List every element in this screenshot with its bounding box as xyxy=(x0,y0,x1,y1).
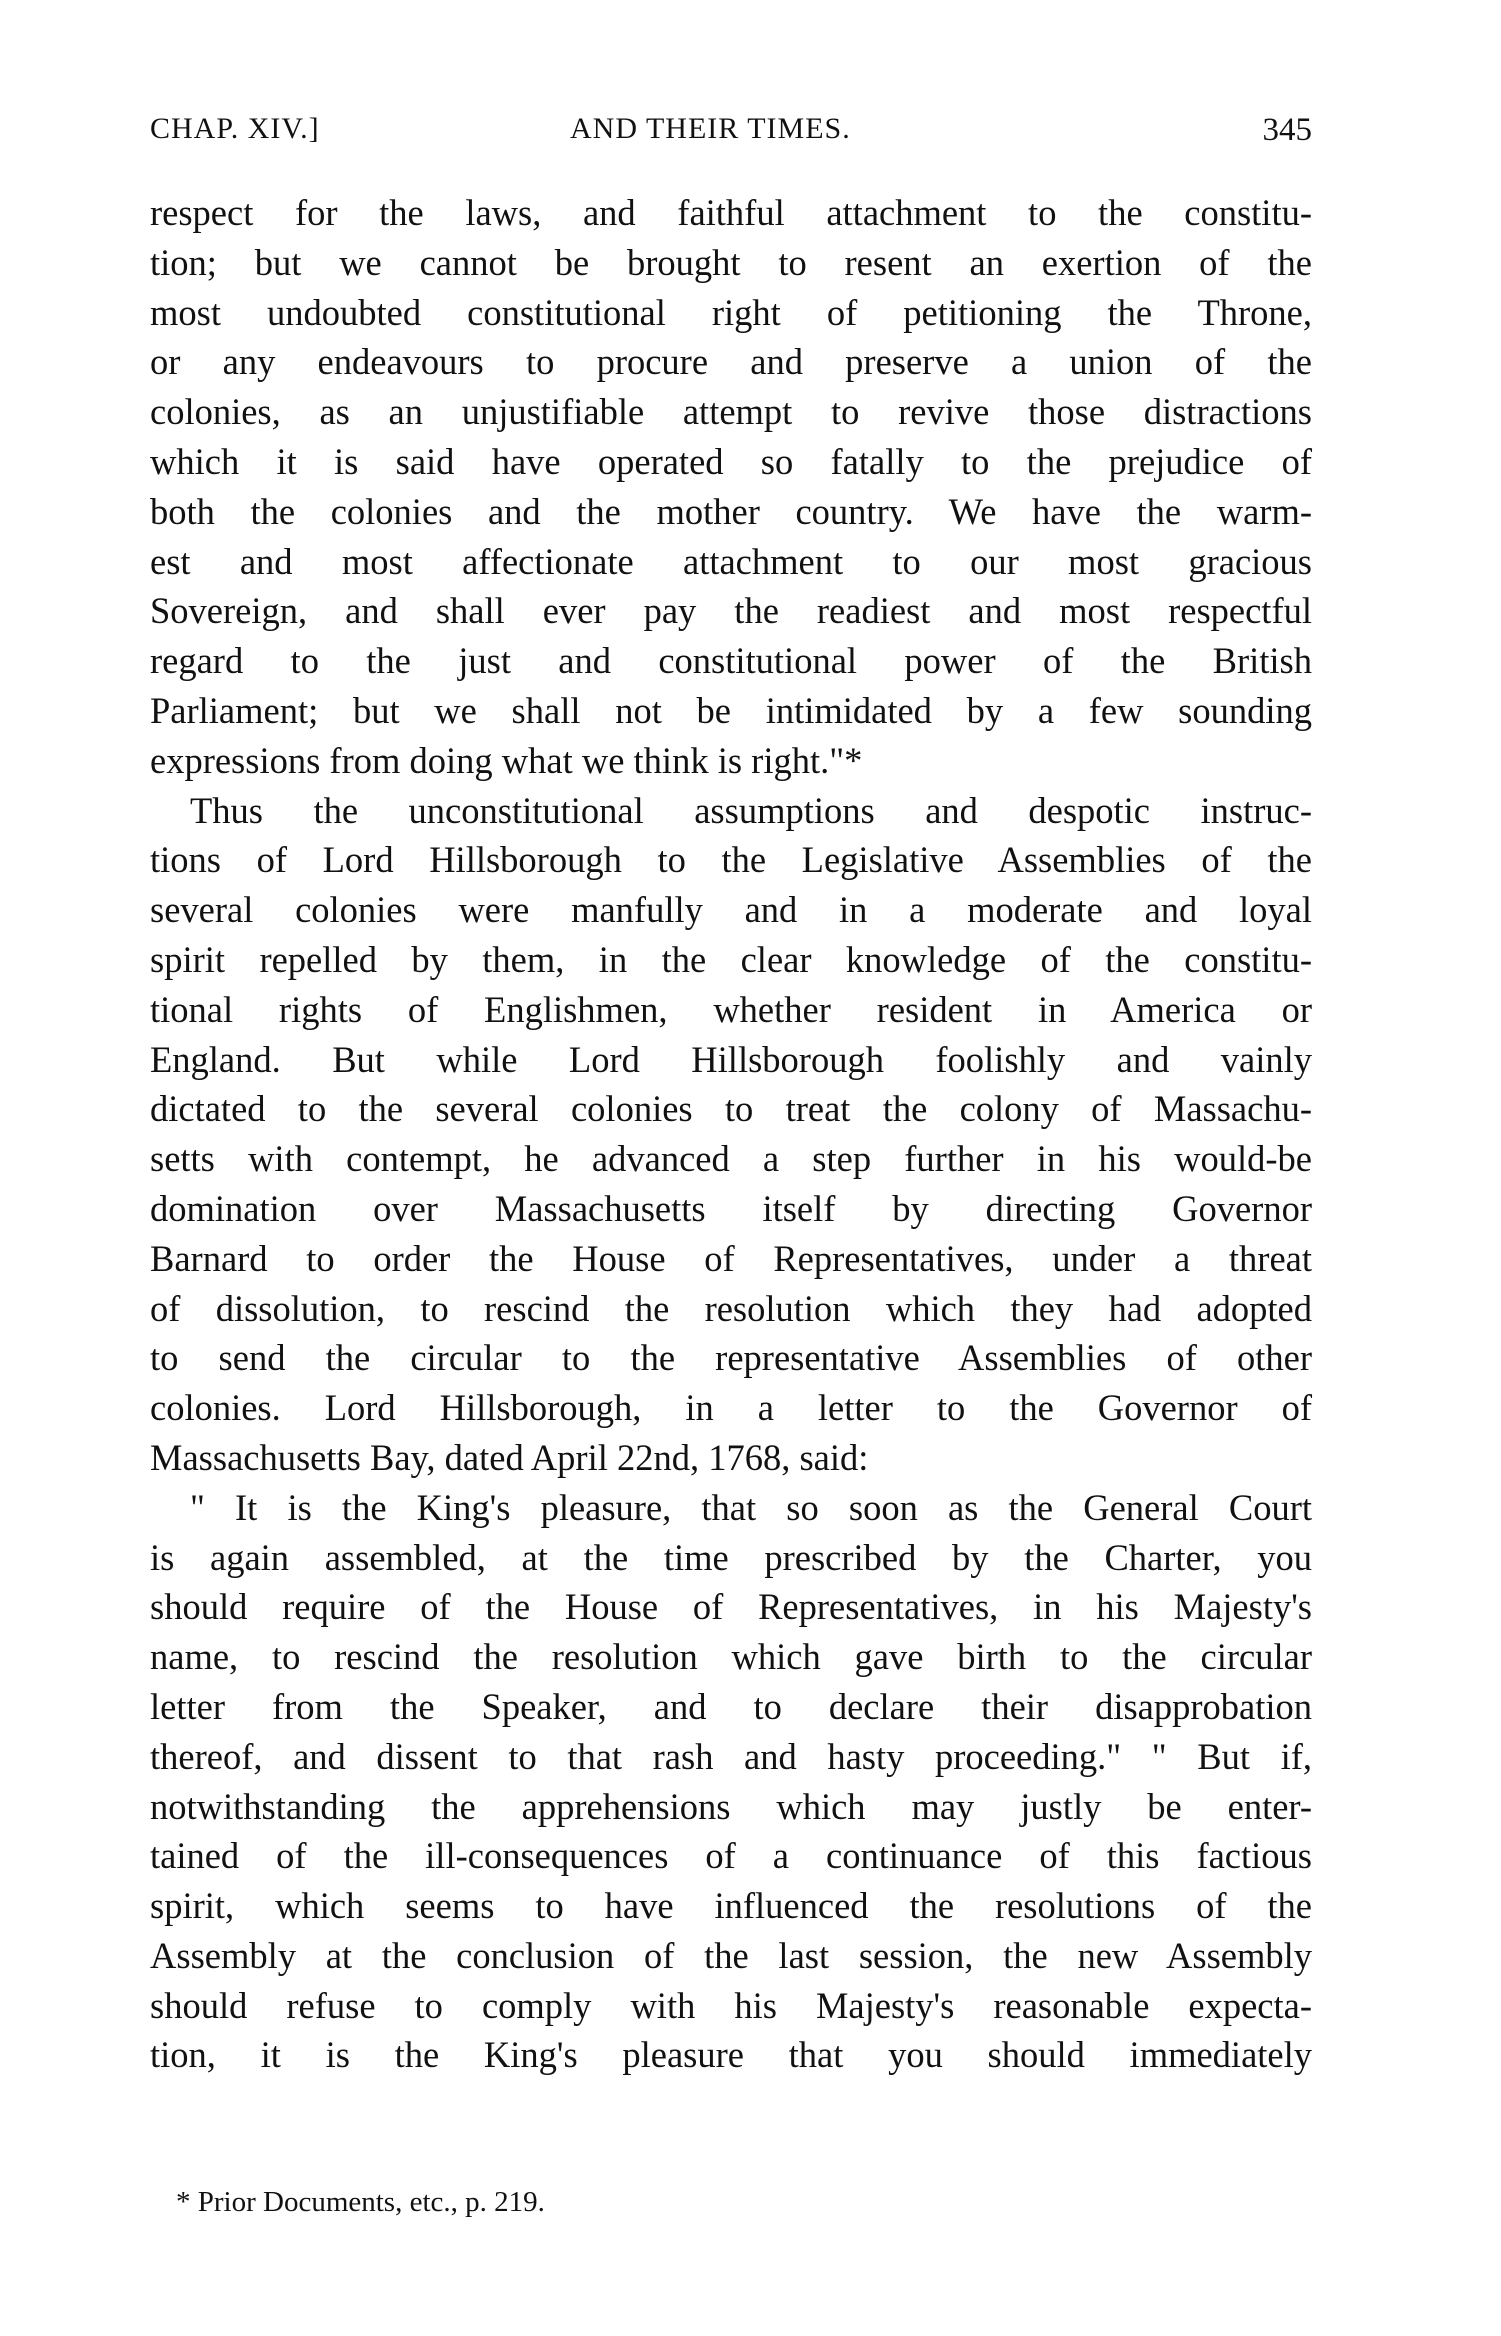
text-line: is again assembled, at the time prescribed by the Charter, you xyxy=(150,1536,1312,1578)
text-line: Parliament; but we shall not be intimidated by a few sounding xyxy=(150,689,1312,731)
text-line: England. But while Lord Hillsborough foolishly and vainly xyxy=(150,1038,1312,1080)
text-line: tions of Lord Hillsborough to the Legislative Assemblies of the xyxy=(150,839,1312,881)
text-line: letter from the Speaker, and to declare their disapprobation xyxy=(150,1685,1312,1727)
paragraph-start-line: " It is the King's pleasure, that so soon as the General Court xyxy=(190,1486,1312,1528)
text-line: tion; but we cannot be brought to resent an exertion of the xyxy=(150,241,1312,283)
text-line: tional rights of Englishmen, whether resident in America or xyxy=(150,988,1312,1030)
paragraph-start-line: Thus the unconstitutional assumptions and despotic instruc- xyxy=(190,789,1312,831)
text-line: dictated to the several colonies to treat the colony of Massachu- xyxy=(150,1088,1312,1130)
text-line: colonies. Lord Hillsborough, in a letter to the Governor of xyxy=(150,1387,1312,1429)
text-line: colonies, as an unjustifiable attempt to revive those distractions xyxy=(150,391,1312,433)
text-line: notwithstanding the apprehensions which may justly be enter- xyxy=(150,1785,1312,1827)
text-line: name, to rescind the resolution which gave birth to the circular xyxy=(150,1636,1312,1678)
text-line: should refuse to comply with his Majesty's reasonable expecta- xyxy=(150,1984,1312,2026)
text-line: expressions from doing what we think is right."* xyxy=(150,739,863,781)
text-line: to send the circular to the representative Assemblies of other xyxy=(150,1337,1312,1379)
text-line: Massachusetts Bay, dated April 22nd, 1768, said: xyxy=(150,1436,869,1478)
page-number: 345 xyxy=(1262,112,1312,148)
text-line: tained of the ill-consequences of a continuance of this factious xyxy=(150,1835,1312,1877)
text-line: regard to the just and constitutional power of the British xyxy=(150,640,1312,682)
text-line: of dissolution, to rescind the resolution which they had adopted xyxy=(150,1287,1312,1329)
text-line: spirit repelled by them, in the clear knowledge of the constitu- xyxy=(150,938,1312,980)
text-line: respect for the laws, and faithful attachment to the constitu- xyxy=(150,192,1312,233)
text-line: Sovereign, and shall ever pay the readiest and most respectful xyxy=(150,590,1312,632)
text-line: tion, it is the King's pleasure that you should immediately xyxy=(150,2034,1312,2076)
text-line: should require of the House of Representatives, in his Majesty's xyxy=(150,1586,1312,1628)
footnote: * Prior Documents, etc., p. 219. xyxy=(176,2186,545,2218)
running-head xyxy=(150,112,1312,156)
text-line: domination over Massachusetts itself by directing Governor xyxy=(150,1187,1312,1229)
text-line: several colonies were manfully and in a moderate and loyal xyxy=(150,889,1312,931)
chapter-label: CHAP. XIV.] xyxy=(150,112,320,145)
text-line: est and most affectionate attachment to our most gracious xyxy=(150,540,1312,582)
text-line: setts with contempt, he advanced a step further in his would-be xyxy=(150,1138,1312,1180)
text-line: thereof, and dissent to that rash and hasty proceeding." " But if, xyxy=(150,1735,1312,1777)
body-text xyxy=(150,188,1312,2080)
text-line: both the colonies and the mother country. We have the warm- xyxy=(150,490,1312,532)
text-line: Barnard to order the House of Representatives, under a threat xyxy=(150,1237,1312,1279)
text-line: or any endeavours to procure and preserve a union of the xyxy=(150,341,1312,383)
text-line: which it is said have operated so fatally to the prejudice of xyxy=(150,440,1312,482)
text-line: most undoubted constitutional right of petitioning the Throne, xyxy=(150,291,1312,333)
text-line: Assembly at the conclusion of the last session, the new Assembly xyxy=(150,1934,1312,1976)
text-line: spirit, which seems to have influenced the resolutions of the xyxy=(150,1885,1312,1927)
running-title: AND THEIR TIMES. xyxy=(570,112,851,145)
